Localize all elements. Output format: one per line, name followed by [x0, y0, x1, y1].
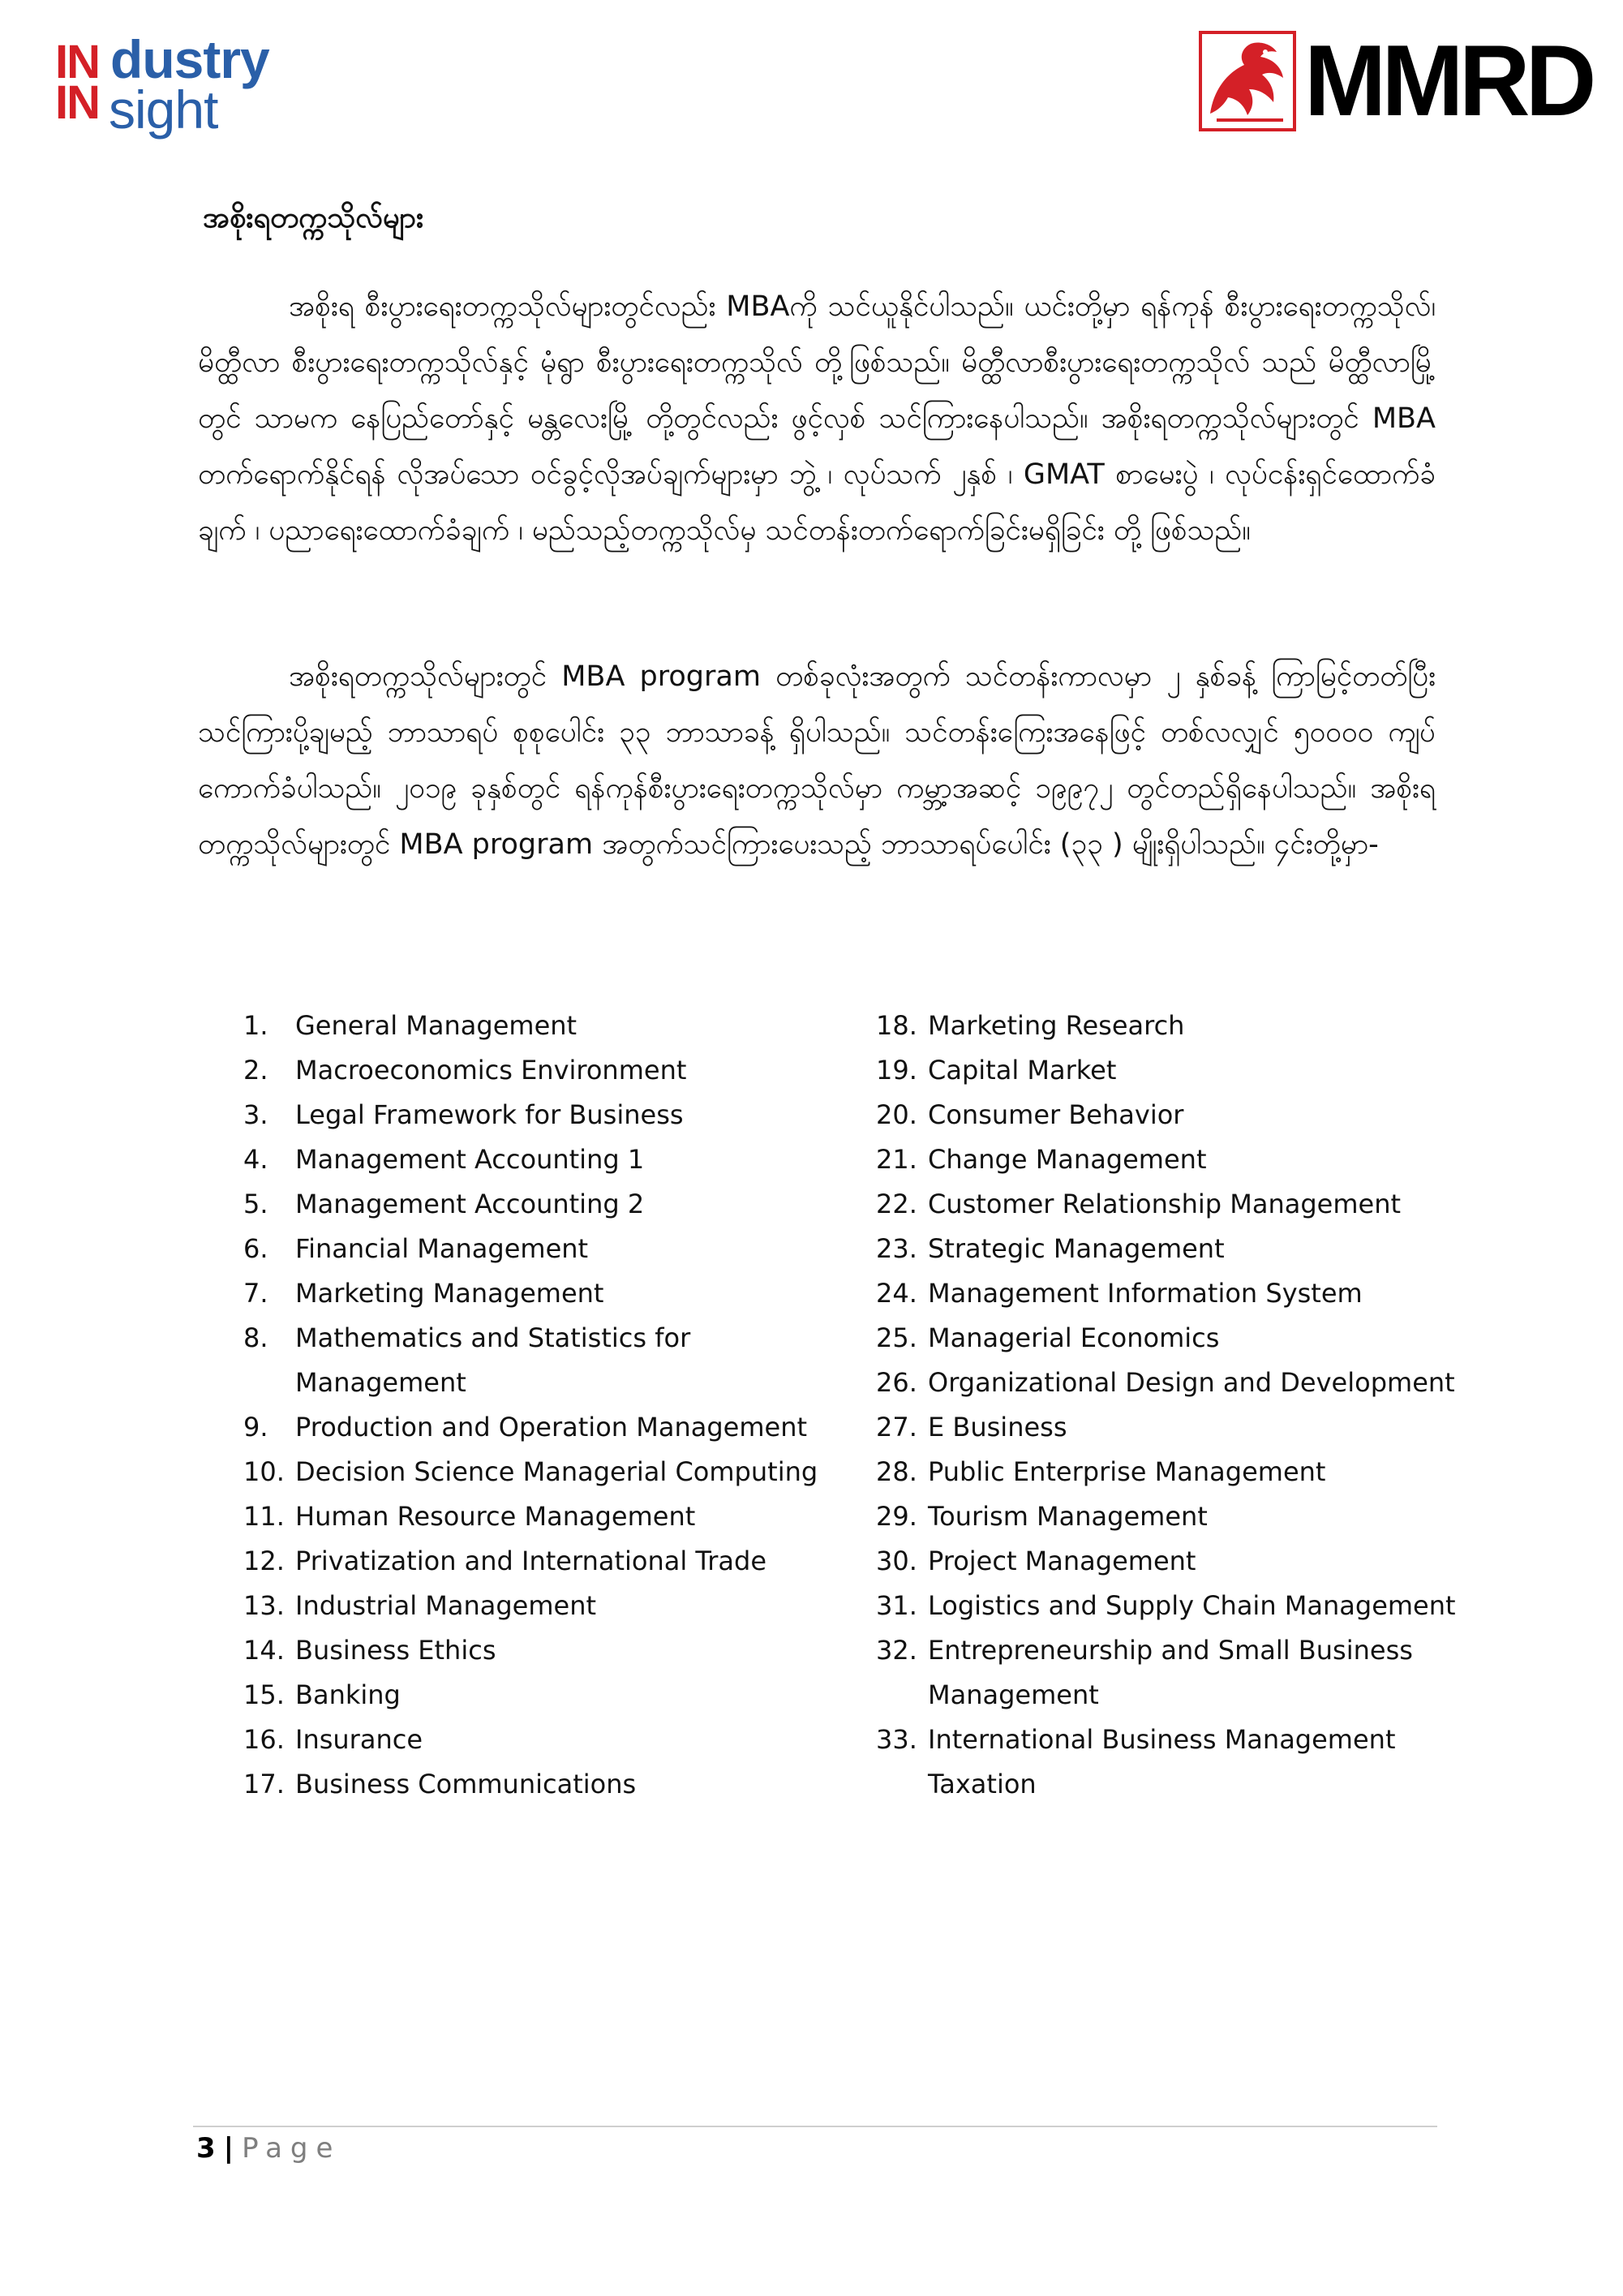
- subject-list-item: [876, 1004, 1509, 1048]
- subject-name: Change Management: [928, 1144, 1207, 1175]
- subject-name: E Business: [928, 1412, 1067, 1443]
- subject-number: 10.: [243, 1456, 285, 1487]
- subject-number: 5.: [243, 1189, 268, 1219]
- subject-name: Marketing Research: [928, 1010, 1185, 1041]
- subject-list-item: [876, 1093, 1509, 1137]
- subject-name: Human Resource Management: [295, 1501, 696, 1532]
- subject-list-item: [876, 1494, 1509, 1539]
- logo-in-mark-top: IN: [55, 36, 99, 88]
- subject-name: Privatization and International Trade: [295, 1546, 767, 1576]
- subject-name: Capital Market: [928, 1055, 1117, 1086]
- subject-list-item: [243, 1762, 860, 1807]
- subject-list-item: [243, 1405, 860, 1450]
- subject-name: Financial Management: [295, 1233, 589, 1264]
- subject-name: Organizational Design and Development: [928, 1367, 1455, 1398]
- subject-list-item: [243, 1004, 860, 1048]
- subject-name: Business Communications: [295, 1769, 637, 1799]
- subject-list-item: [243, 1584, 860, 1628]
- subject-list-item: [876, 1048, 1509, 1093]
- subject-name: Marketing Management: [295, 1278, 604, 1309]
- subject-name: Customer Relationship Management: [928, 1189, 1402, 1219]
- paragraph-1-text: အစိုးရ စီးပွားရေးတက္ကသိုလ်များတွင်လည်း MBAကို သင်ယူနိုင်ပါသည်။ ယင်းတို့မှာ ရန်ကုန် စီးပွားရေးတက္ကသိုလ်၊ မိတ္ထီလာ စီးပွားရေးတက္ကသိုလ်နှင့် မုံရွာ စီးပွားရေးတက္ကသိုလ် တို့ဖြစ်သည်။ မိတ္ထီလာစီးပွားရေးတက္ကသိုလ် သည် မိတ္ထီလာမြို့တွင် သာမက နေပြည်တော်နှင့် မန္တလေးမြို့ တို့တွင်လည်း ဖွင့်လှစ် သင်ကြားနေပါသည်။ အစိုးရတက္ကသိုလ်များတွင် MBA တက်ရောက်နိုင်ရန် လိုအပ်သော ဝင်ခွင့်လိုအပ်ချက်များမှာ ဘွဲ့ ၊ လုပ်သက် ၂နှစ် ၊ GMAT စာမေးပွဲ ၊ လုပ်ငန်းရှင်ထောက်ခံချက် ၊ ပညာရေးထောက်ခံချက် ၊ မည်သည့်တက္ကသိုလ်မှ သင်တန်းတက်ရောက်ခြင်းမရှိခြင်း တို့ ဖြစ်သည်။: [198, 290, 1436, 547]
- subject-name: Management Information System: [928, 1278, 1363, 1309]
- subject-number: 14.: [243, 1635, 285, 1666]
- page-number: 3: [196, 2132, 216, 2165]
- subject-number: 28.: [876, 1456, 917, 1487]
- subject-list-item: [876, 1182, 1509, 1227]
- subject-list-item: [876, 1450, 1509, 1494]
- subject-list-item: [243, 1271, 860, 1316]
- subject-number: 11.: [243, 1501, 285, 1532]
- subject-number: 2.: [243, 1055, 268, 1086]
- paragraph-2: [198, 649, 1436, 873]
- subject-number: 21.: [876, 1144, 917, 1175]
- subject-number: 27.: [876, 1412, 917, 1443]
- subject-name: Production and Operation Management: [295, 1412, 808, 1443]
- logo-word-dustry: dustry: [110, 29, 269, 89]
- subject-name: Management Accounting 1: [295, 1144, 645, 1175]
- mmrd-wordmark: MMRD: [1304, 25, 1592, 137]
- subject-number: 23.: [876, 1233, 917, 1264]
- subject-name: Managerial Economics: [928, 1322, 1220, 1353]
- logo-word-sight: sight: [109, 80, 218, 140]
- subject-list-item: [243, 1316, 860, 1405]
- subject-number: 31.: [876, 1590, 917, 1621]
- subject-list-item: [876, 1227, 1509, 1271]
- subject-number: 9.: [243, 1412, 268, 1443]
- subject-list-item: [876, 1137, 1509, 1182]
- subject-name: Decision Science Managerial Computing: [295, 1456, 818, 1487]
- subject-list-item: [243, 1673, 860, 1718]
- subject-name: International Business Management Taxation: [928, 1724, 1396, 1799]
- subject-number: 26.: [876, 1367, 917, 1398]
- logo-in-mark-bottom: IN: [55, 76, 99, 129]
- subject-number: 18.: [876, 1010, 917, 1041]
- mmrd-logo: [1199, 25, 1592, 137]
- subject-number: 25.: [876, 1322, 917, 1353]
- footer-divider: [193, 2126, 1437, 2127]
- subject-number: 24.: [876, 1278, 917, 1309]
- subject-list-right: [876, 1004, 1509, 1807]
- subject-number: 3.: [243, 1099, 268, 1130]
- paragraph-1: [198, 279, 1436, 559]
- page-footer: [196, 2132, 341, 2165]
- subject-number: 8.: [243, 1322, 268, 1353]
- subject-list-item: [243, 1182, 860, 1227]
- subject-list-item: [876, 1539, 1509, 1584]
- subject-list-item: [243, 1539, 860, 1584]
- subject-name: Legal Framework for Business: [295, 1099, 684, 1130]
- subject-list-item: [876, 1628, 1509, 1718]
- subject-list-item: [876, 1584, 1509, 1628]
- subject-name: Strategic Management: [928, 1233, 1225, 1264]
- subject-list-item: [243, 1450, 860, 1494]
- subject-name: Public Enterprise Management: [928, 1456, 1326, 1487]
- subject-list-item: [876, 1405, 1509, 1450]
- subject-name: Logistics and Supply Chain Management: [928, 1590, 1456, 1621]
- subject-name: Entrepreneurship and Small Business Management: [928, 1635, 1413, 1710]
- subject-list-item: [243, 1494, 860, 1539]
- industry-insight-logo: [55, 29, 315, 140]
- subject-number: 20.: [876, 1099, 917, 1130]
- subject-number: 17.: [243, 1769, 285, 1799]
- subject-list-item: [243, 1718, 860, 1762]
- subject-name: Banking: [295, 1679, 401, 1710]
- subject-number: 29.: [876, 1501, 917, 1532]
- subject-name: Tourism Management: [928, 1501, 1208, 1532]
- subject-number: 12.: [243, 1546, 285, 1576]
- subject-name: Macroeconomics Environment: [295, 1055, 687, 1086]
- subject-number: 16.: [243, 1724, 285, 1755]
- subject-number: 19.: [876, 1055, 917, 1086]
- subject-name: General Management: [295, 1010, 577, 1041]
- subject-number: 22.: [876, 1189, 917, 1219]
- subject-name: Insurance: [295, 1724, 423, 1755]
- subject-list-item: [243, 1093, 860, 1137]
- footer-separator: |: [223, 2132, 234, 2165]
- paragraph-2-text: အစိုးရတက္ကသိုလ်များတွင် MBA program တစ်ခုလုံးအတွက် သင်တန်းကာလမှာ ၂ နှစ်ခန့် ကြာမြင့်တတ်ပြီး သင်ကြားပို့ချမည့် ဘာသာရပ် စုစုပေါင်း ၃၃ ဘာသာခန့် ရှိပါသည်။ သင်တန်းကြေးအနေဖြင့် တစ်လလျှင် ၅၀၀၀၀ ကျပ် ကောက်ခံပါသည်။ ၂၀၁၉ ခုနှစ်တွင် ရန်ကုန်စီးပွားရေးတက္ကသိုလ်မှာ ကမ္ဘာ့အဆင့် ၁၉၉၇၂ တွင်တည်ရှိနေပါသည်။ အစိုးရတက္ကသိုလ်များတွင် MBA program အတွက်သင်ကြားပေးသည့် ဘာသာရပ်ပေါင်း (၃၃ ) မျိုးရှိပါသည်။ ၄င်းတို့မှာ-: [198, 660, 1436, 861]
- subject-list-item: [876, 1361, 1509, 1405]
- subject-name: Business Ethics: [295, 1635, 496, 1666]
- subject-list-item: [243, 1137, 860, 1182]
- subject-number: 30.: [876, 1546, 917, 1576]
- subject-name: Mathematics and Statistics for Management: [295, 1322, 691, 1398]
- subject-list-item: [876, 1271, 1509, 1316]
- subject-list-left: [243, 1004, 860, 1807]
- subject-number: 13.: [243, 1590, 285, 1621]
- subject-name: Industrial Management: [295, 1590, 597, 1621]
- subject-list-item: [243, 1227, 860, 1271]
- subject-number: 15.: [243, 1679, 285, 1710]
- subject-number: 6.: [243, 1233, 268, 1264]
- subject-number: 7.: [243, 1278, 268, 1309]
- red-dragon-emblem-icon: [1199, 31, 1296, 131]
- subject-list-item: [243, 1048, 860, 1093]
- subject-list-item: [243, 1628, 860, 1673]
- subject-name: Consumer Behavior: [928, 1099, 1184, 1130]
- subject-name: Management Accounting 2: [295, 1189, 645, 1219]
- subject-number: 1.: [243, 1010, 268, 1041]
- subject-number: 4.: [243, 1144, 268, 1175]
- subject-number: 32.: [876, 1635, 917, 1666]
- section-heading: အစိုးရတက္ကသိုလ်များ: [203, 201, 424, 234]
- subject-name: Project Management: [928, 1546, 1196, 1576]
- page-label: Page: [242, 2132, 341, 2165]
- subject-number: 33.: [876, 1724, 917, 1755]
- subject-list-item: [876, 1316, 1509, 1361]
- subject-list-item: [876, 1718, 1509, 1807]
